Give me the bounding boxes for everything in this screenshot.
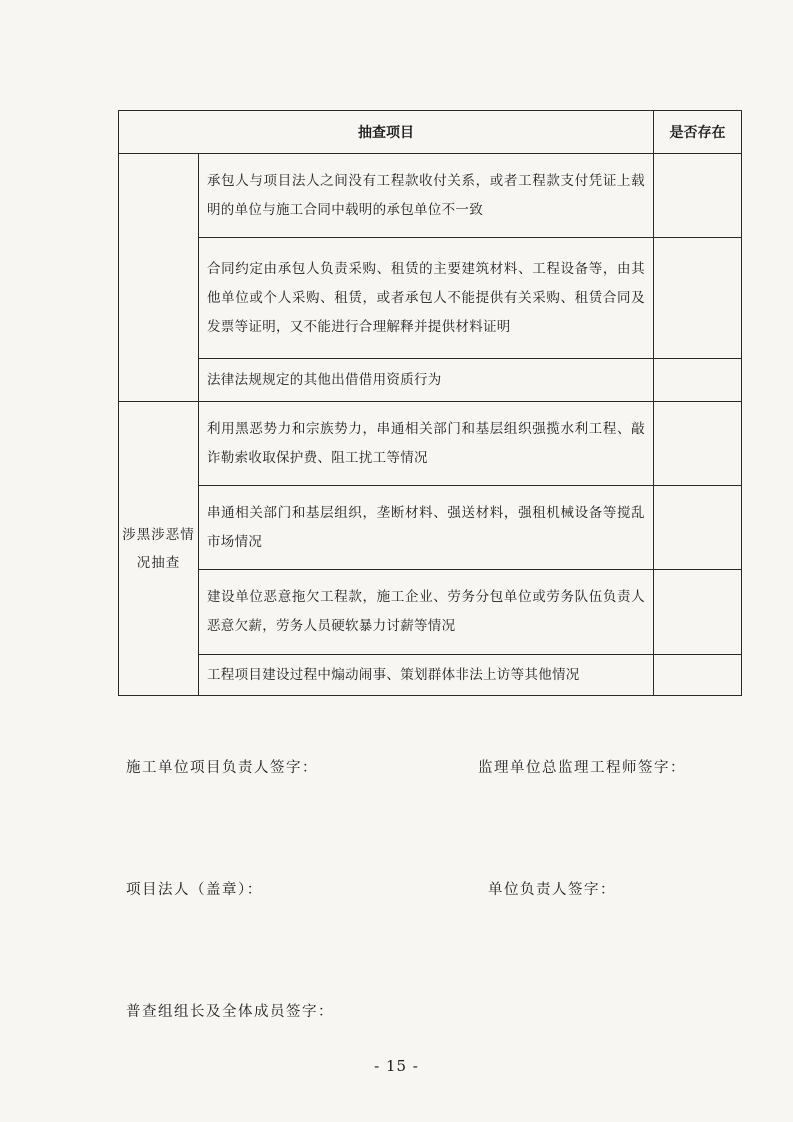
inspection-team-signature: 普查组组长及全体成员签字： (126, 1004, 334, 1020)
category-cell: 涉黑涉恶情况抽查 (119, 402, 199, 696)
header-item: 抽查项目 (119, 111, 654, 154)
table-row (119, 570, 742, 655)
item-cell: 建设单位恶意拖欠工程款，施工企业、劳务分包单位或劳务队伍负责人恶意欠薪，劳务人员硬软暴力讨薪等情况 (199, 570, 654, 655)
item-cell: 承包人与项目法人之间没有工程款收付关系，或者工程款支付凭证上载明的单位与施工合同中载明的承包单位不一致 (199, 154, 654, 238)
category-cell (119, 154, 199, 402)
table-row (119, 154, 742, 238)
exists-cell (654, 154, 742, 238)
inspection-table (118, 110, 742, 696)
table-row (119, 655, 742, 696)
item-cell: 工程项目建设过程中煽动闹事、策划群体非法上访等其他情况 (199, 655, 654, 696)
project-legal-person-seal: 项目法人（盖章）： (126, 882, 263, 898)
table-row (119, 486, 742, 570)
exists-cell (654, 570, 742, 655)
page-number: - 15 - (374, 1057, 419, 1075)
construction-lead-signature: 施工单位项目负责人签字： (126, 760, 318, 776)
exists-cell (654, 486, 742, 570)
exists-cell (654, 238, 742, 359)
table-row (119, 402, 742, 486)
exists-cell (654, 359, 742, 402)
supervision-engineer-signature: 监理单位总监理工程师签字： (478, 760, 686, 776)
item-cell: 法律法规规定的其他出借借用资质行为 (199, 359, 654, 402)
table-row (119, 238, 742, 359)
table-header-row (119, 111, 742, 154)
exists-cell (654, 402, 742, 486)
item-cell: 串通相关部门和基层组织，垄断材料、强送材料，强租机械设备等搅乱市场情况 (199, 486, 654, 570)
header-exists: 是否存在 (654, 111, 742, 154)
table-row (119, 359, 742, 402)
unit-lead-signature: 单位负责人签字： (488, 882, 616, 898)
exists-cell (654, 655, 742, 696)
item-cell: 合同约定由承包人负责采购、租赁的主要建筑材料、工程设备等，由其他单位或个人采购、租赁，或者承包人不能提供有关采购、租赁合同及发票等证明，又不能进行合理解释并提供材料证明 (199, 238, 654, 359)
item-cell: 利用黑恶势力和宗族势力，串通相关部门和基层组织强揽水利工程、敲诈勒索收取保护费、阻工扰工等情况 (199, 402, 654, 486)
